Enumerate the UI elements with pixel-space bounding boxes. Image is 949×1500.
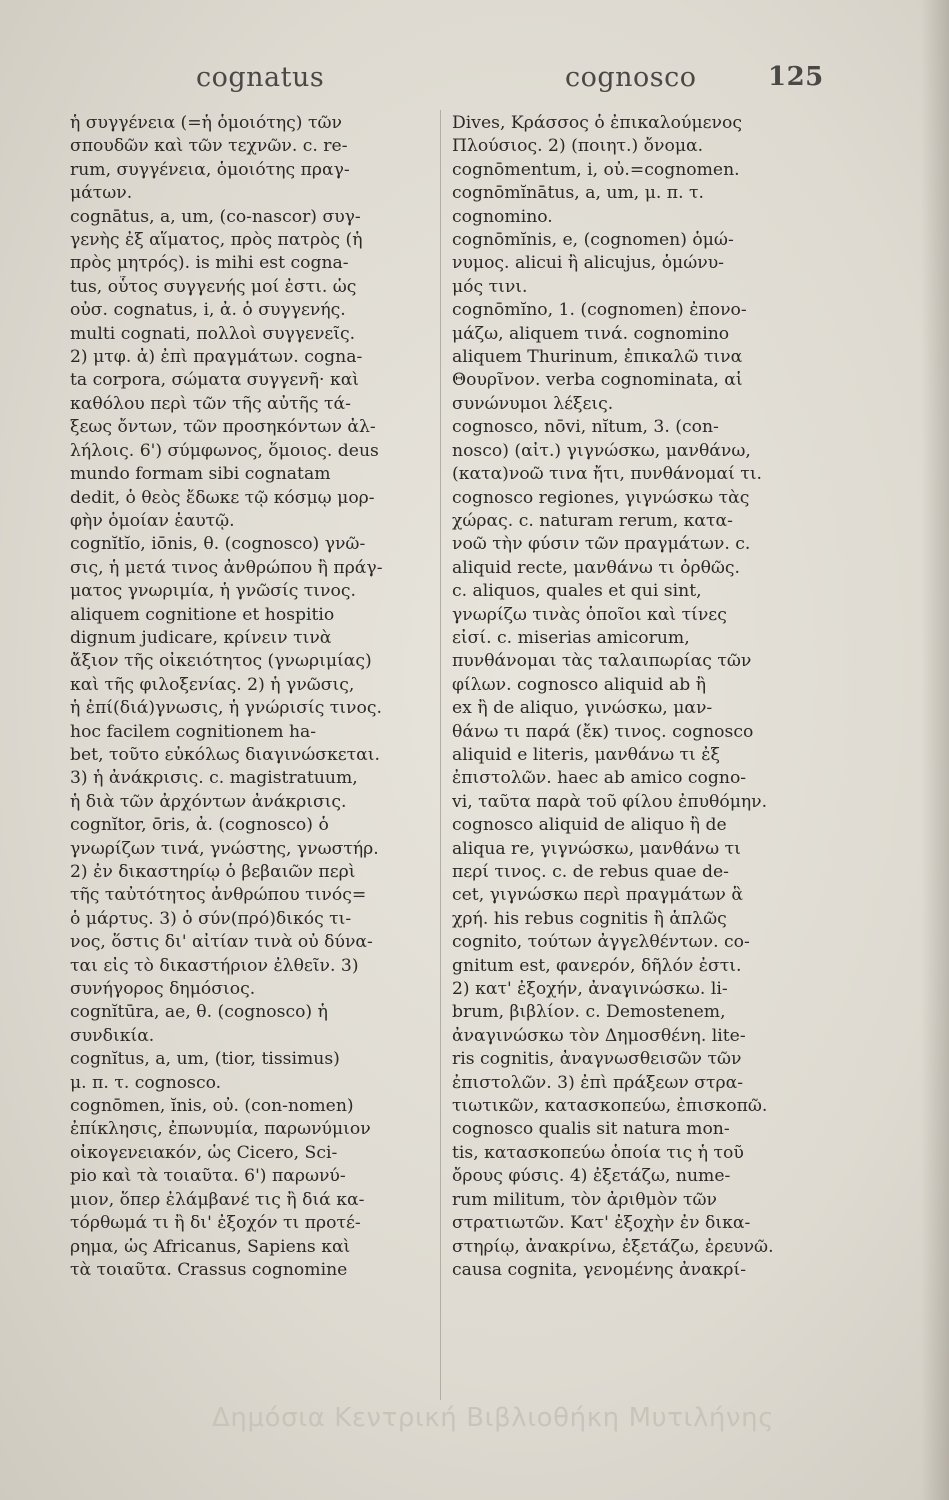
text-line: cognĭtūra, ae, θ. (cognosco) ἡ: [70, 1002, 328, 1023]
text-line: hoc facilem cognitionem ha-: [70, 721, 317, 742]
text-line: μός τινι.: [452, 276, 528, 297]
text-line: λήλοις. 6') σύμφωνος, ὅμοιος. deus: [70, 440, 379, 461]
text-line: cognomino.: [452, 206, 553, 227]
text-line: causa cognita, γενομένης ἀνακρί-: [452, 1259, 747, 1280]
text-line: ματος γνωριμία, ἡ γνῶσίς τινος.: [70, 581, 356, 602]
text-line: cognosco aliquid de aliquo ἢ de: [452, 815, 727, 836]
text-line: cognōmentum, i, οὐ.=cognomen.: [452, 159, 740, 180]
text-line: aliquem Thurinum, ἐπικαλῶ τινα: [452, 347, 743, 368]
text-line: φίλων. cognosco aliquid ab ἢ: [452, 674, 706, 695]
left-column: [70, 112, 430, 1397]
text-line: aliquid e literis, μανθάνω τι ἐξ: [452, 744, 720, 765]
text-line: νος, ὅστις δι' αἰτίαν τινὰ οὐ δύνα-: [70, 932, 373, 953]
text-line: οἰκογενειακόν, ὡς Cicero, Sci-: [70, 1142, 338, 1163]
text-line: multi cognati, πολλοὶ συγγενεῖς.: [70, 323, 356, 344]
text-line: γνωρίζω τινὰς ὁποῖοι καὶ τίνες: [452, 604, 727, 625]
text-line: ἐπίκλησις, ἐπωνυμία, παρωνύμιον: [70, 1119, 371, 1140]
text-line: cognĭtĭo, iōnis, θ. (cognosco) γνῶ-: [70, 534, 366, 555]
text-line: tis, κατασκοπεύω ὁποία τις ἡ τοῦ: [452, 1142, 744, 1163]
text-line: aliqua re, γιγνώσκω, μανθάνω τι: [452, 838, 741, 859]
text-line: aliquem cognitione et hospitio: [70, 604, 335, 625]
text-line: νοῶ τὴν φύσιν τῶν πραγμάτων. c.: [452, 534, 751, 555]
text-line: ξεως ὄντων, τῶν προσηκόντων ἀλ-: [70, 417, 376, 438]
page-number: 125: [768, 62, 824, 92]
text-line: brum, βιβλίον. c. Demostenem,: [452, 1002, 726, 1023]
text-line: 2) κατ' ἐξοχήν, ἀναγινώσκω. li-: [452, 979, 728, 1000]
text-line: cognosco, nōvi, nĭtum, 3. (con-: [452, 417, 719, 438]
text-line: σπουδῶν καὶ τῶν τεχνῶν. c. re-: [70, 136, 348, 157]
text-line: μάτων.: [70, 183, 133, 204]
text-line: μάζω, aliquem τινά. cognomino: [452, 323, 730, 344]
text-line: (κατα)νοῶ τινα ἤτι, πυνθάνομαί τι.: [452, 464, 763, 485]
text-line: ἀναγινώσκω τὸν Δημοσθένη. lite-: [452, 1025, 746, 1046]
page-edge-shadow: [921, 0, 949, 1500]
column-divider: [440, 110, 441, 1400]
right-column: [452, 112, 844, 1397]
text-line: 3) ἡ ἀνάκρισις. c. magistratuum,: [70, 768, 358, 789]
text-line: ἡ συγγένεια (=ἡ ὁμοιότης) τῶν: [70, 113, 342, 133]
text-line: ἐπιστολῶν. haec ab amico cogno-: [452, 768, 747, 789]
text-line: mundo formam sibi cognatam: [70, 464, 331, 485]
text-line: Θουρῖνον. verba cognominata, αἱ: [452, 370, 743, 391]
text-line: pio καὶ τὰ τοιαῦτα. 6') παρωνύ-: [70, 1166, 346, 1187]
text-line: πυνθάνομαι τὰς ταλαιπωρίας τῶν: [452, 651, 752, 672]
text-line: nosco) (αἰτ.) γιγνώσκω, μανθάνω,: [452, 440, 751, 461]
text-line: tus, οὗτος συγγενής μοί ἐστι. ὡς: [70, 276, 357, 297]
text-line: Dives, Κράσσος ὁ ἐπικαλούμενος: [452, 113, 742, 133]
text-line: ex ἢ de aliquo, γινώσκω, μαν-: [452, 698, 713, 719]
text-line: νυμος. alicui ἢ alicujus, ὁμώνυ-: [452, 253, 724, 274]
text-line: aliquid recte, μανθάνω τι ὀρθῶς.: [452, 557, 741, 578]
text-line: dignum judicare, κρίνειν τινὰ: [70, 627, 332, 648]
text-line: ἐπιστολῶν. 3) ἐπὶ πράξεων στρα-: [452, 1072, 744, 1093]
text-line: θάνω τι παρά (ἔκ) τινος. cognosco: [452, 721, 754, 742]
text-line: c. aliquos, quales et qui sint,: [452, 581, 702, 602]
text-line: πρὸς μητρός). is mihi est cogna-: [70, 253, 349, 274]
text-line: 2) μτφ. ἀ) ἐπὶ πραγμάτων. cogna-: [70, 347, 363, 368]
running-head-right: cognosco: [565, 62, 697, 93]
text-line: ἄξιον τῆς οἰκειότητος (γνωριμίας): [70, 651, 372, 672]
text-line: τὰ τοιαῦτα. Crassus cognomine: [70, 1259, 348, 1280]
text-line: ται εἰς τὸ δικαστήριον ἐλθεῖν. 3): [70, 955, 359, 976]
text-line: ris cognitis, ἀναγνωσθεισῶν τῶν: [452, 1049, 742, 1070]
text-line: ρημα, ὡς Africanus, Sapiens καὶ: [70, 1236, 351, 1257]
text-line: cognito, τούτων ἀγγελθέντων. co-: [452, 932, 750, 953]
text-line: καθόλου περὶ τῶν τῆς αὐτῆς τά-: [70, 393, 351, 414]
text-line: γνωρίζων τινά, γνώστης, γνωστήρ.: [70, 838, 379, 859]
text-line: μ. π. τ. cognosco.: [70, 1072, 222, 1093]
text-line: cognosco regiones, γιγνώσκω τὰς: [452, 487, 750, 508]
text-line: cognōmen, ĭnis, οὐ. (con-nomen): [70, 1096, 354, 1117]
text-line: cognĭtus, a, um, (tior, tissimus): [70, 1049, 340, 1070]
text-line: vi, ταῦτα παρὰ τοῦ φίλου ἐπυθόμην.: [452, 791, 768, 812]
library-watermark: Δημόσια Κεντρική Βιβλιοθήκη Μυτιλήνης: [212, 1403, 775, 1433]
text-line: ὁ μάρτυς. 3) ὁ σύν(πρό)δικός τι-: [70, 908, 352, 929]
text-line: ὄρους φύσις. 4) ἐξετάζω, nume-: [452, 1166, 731, 1187]
text-line: cognōmĭnātus, a, um, μ. π. τ.: [452, 183, 704, 204]
text-line: χώρας. c. naturam rerum, κατα-: [452, 510, 733, 531]
text-line: στηρίῳ, ἀνακρίνω, ἐξετάζω, ἐρευνῶ.: [452, 1236, 774, 1257]
text-line: cognĭtor, ōris, ἀ. (cognosco) ὁ: [70, 815, 329, 836]
text-line: cet, γιγνώσκω περὶ πραγμάτων ἃ: [452, 885, 743, 906]
text-line: συνήγορος δημόσιος.: [70, 979, 256, 1000]
text-line: cognōmĭnis, e, (cognomen) ὁμώ-: [452, 230, 734, 251]
text-line: τῆς ταὐτότητος ἀνθρώπου τινός=: [70, 885, 367, 906]
running-head-left: cognatus: [196, 62, 325, 93]
text-line: cognātus, a, um, (co-nascor) συγ-: [70, 206, 361, 227]
text-line: Πλούσιος. 2) (ποιητ.) ὄνομα.: [452, 136, 704, 157]
text-line: ἡ διὰ τῶν ἀρχόντων ἀνάκρισις.: [70, 791, 347, 812]
text-line: τόρθωμά τι ἢ δι' ἐξοχόν τι προτέ-: [70, 1213, 361, 1234]
text-line: cognosco qualis sit natura mon-: [452, 1119, 730, 1140]
text-line: γενὴς ἐξ αἵματος, πρὸς πατρὸς (ἡ: [70, 230, 363, 251]
text-line: χρή. his rebus cognitis ἢ ἁπλῶς: [452, 908, 727, 929]
text-line: μιον, ὅπερ ἐλάμβανέ τις ἢ διά κα-: [70, 1189, 365, 1210]
text-line: οὐσ. cognatus, i, ἀ. ὁ συγγενής.: [70, 300, 346, 321]
text-line: συνδικία.: [70, 1025, 155, 1046]
text-line: 2) ἐν δικαστηρίῳ ὁ βεβαιῶν περὶ: [70, 862, 356, 882]
text-line: rum, συγγένεια, ὁμοιότης πραγ-: [70, 159, 350, 180]
text-line: περί τινος. c. de rebus quae de-: [452, 862, 729, 882]
text-line: σις, ἡ μετά τινος ἀνθρώπου ἢ πράγ-: [70, 557, 383, 578]
text-line: dedit, ὁ θεὸς ἔδωκε τῷ κόσμῳ μορ-: [70, 487, 375, 508]
text-line: φὴν ὁμοίαν ἑαυτῷ.: [70, 510, 235, 531]
text-line: τιωτικῶν, κατασκοπεύω, ἐπισκοπῶ.: [452, 1096, 768, 1117]
text-line: bet, τοῦτο εὐκόλως διαγινώσκεται.: [70, 744, 380, 765]
text-line: ἡ ἐπί(διά)γνωσις, ἡ γνώρισίς τινος.: [70, 698, 382, 719]
text-line: εἰσί. c. miserias amicorum,: [452, 627, 690, 648]
text-line: καὶ τῆς φιλοξενίας. 2) ἡ γνῶσις,: [70, 674, 355, 695]
text-line: cognōmĭno, 1. (cognomen) ἐπονο-: [452, 300, 747, 321]
text-line: στρατιωτῶν. Κατ' ἐξοχὴν ἐν δικα-: [452, 1213, 751, 1234]
text-line: ta corpora, σώματα συγγενῆ· καὶ: [70, 370, 360, 391]
text-line: συνώνυμοι λέξεις.: [452, 393, 614, 414]
text-line: rum militum, τὸν ἀριθμὸν τῶν: [452, 1189, 718, 1210]
text-line: gnitum est, φανερόν, δῆλόν ἐστι.: [452, 955, 742, 976]
